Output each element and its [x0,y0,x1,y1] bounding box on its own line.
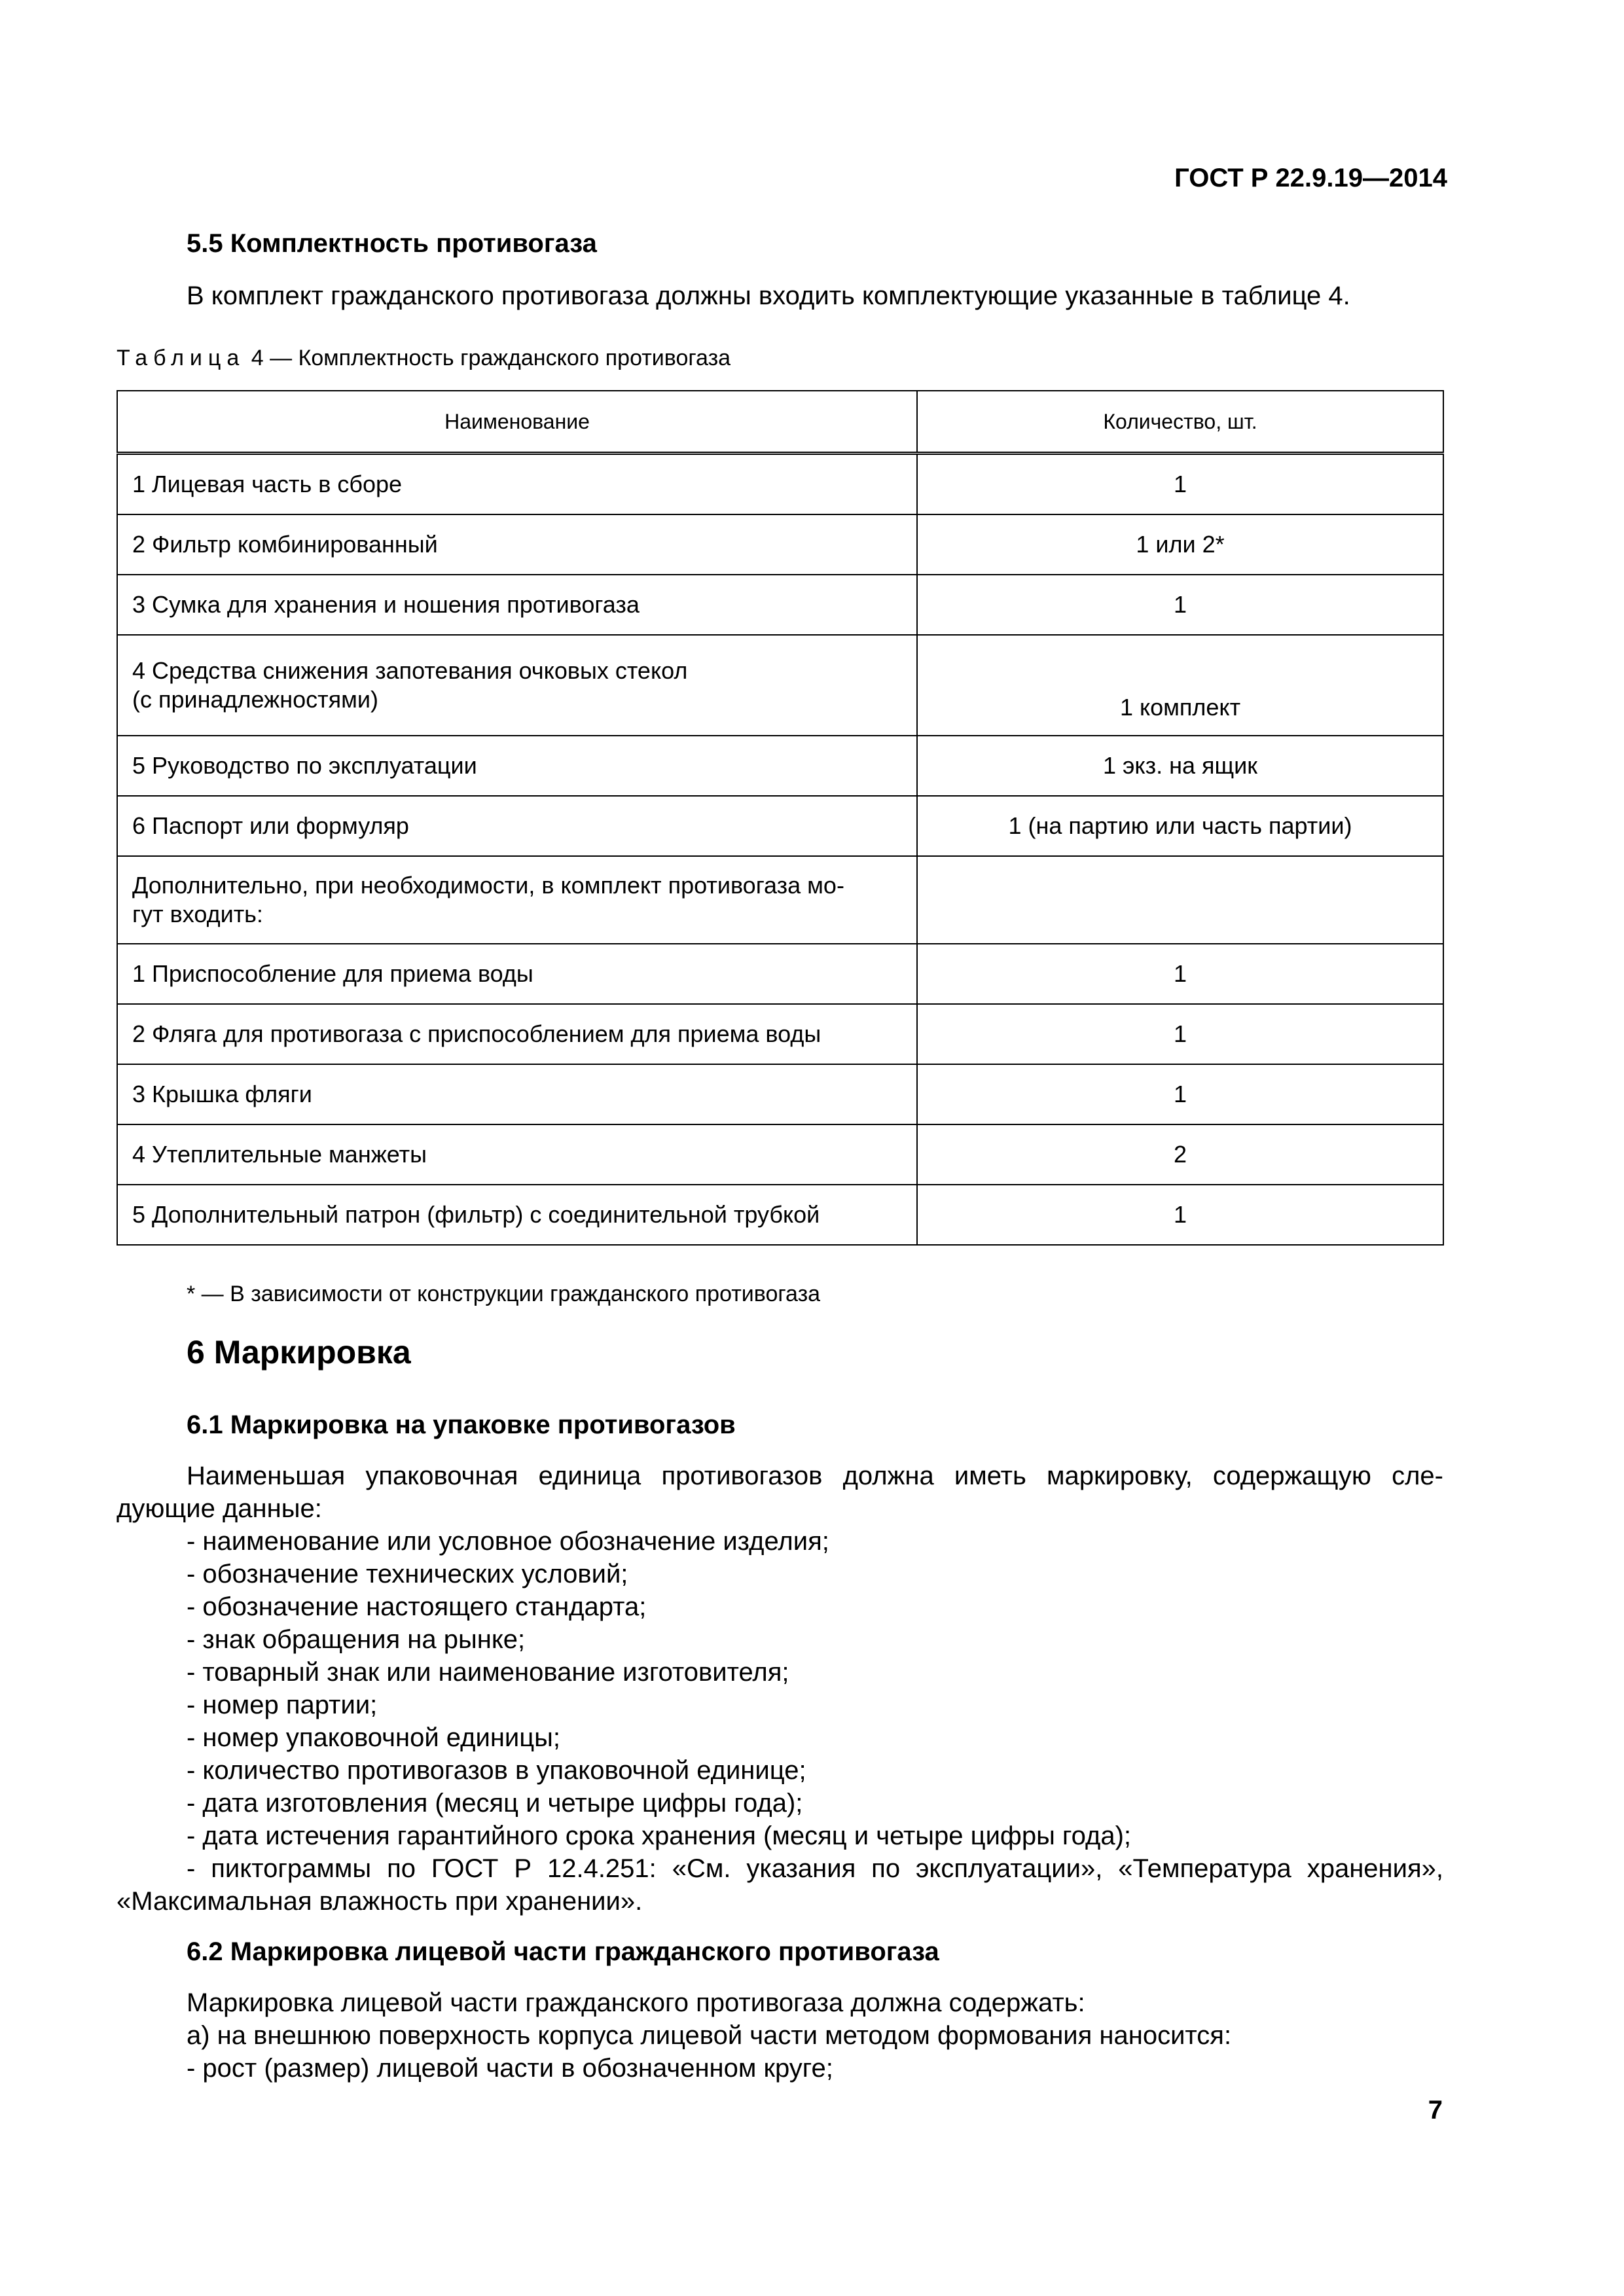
row-name: Дополнительно, при необходимости, в комплект противогаза мо- гут входить: [117,856,917,944]
table-row [117,1124,1443,1185]
list-item: - количество противогазов в упаковочной единице; [187,1756,806,1785]
row-quantity: 1 [917,1004,1443,1064]
table-row [117,635,1443,736]
row-name: 5 Руководство по эксплуатации [117,736,917,796]
row-quantity: 1 комплект [917,635,1443,736]
table-row [117,736,1443,796]
section-6-1-title: 6.1 Маркировка на упаковке противогазов [187,1410,736,1439]
section-6-2-line1: Маркировка лицевой части гражданского противогаза должна содержать: [187,1988,1085,2017]
table-row [117,1185,1443,1245]
list-item: - наименование или условное обозначение изделия; [187,1527,829,1556]
chapter-6-title: 6 Маркировка [187,1334,411,1371]
list-item: - номер партии; [187,1691,378,1719]
page-number: 7 [1428,2096,1443,2125]
table-row [117,575,1443,635]
list-item: - знак обращения на рынке; [187,1625,526,1654]
row-quantity: 1 [917,454,1443,515]
row-quantity: 1 [917,944,1443,1004]
table-caption-label: Таблица [117,346,245,370]
row-name: 1 Приспособление для приема воды [117,944,917,1004]
row-quantity [917,856,1443,944]
row-quantity: 1 [917,1064,1443,1124]
row-name: 4 Средства снижения запотевания очковых стекол (с принадлежностями) [117,635,917,736]
row-name: 4 Утеплительные манжеты [117,1124,917,1185]
document-code: ГОСТ Р 22.9.19—2014 [1174,164,1447,192]
section-6-2-title: 6.2 Маркировка лицевой части гражданского противогаза [187,1937,939,1966]
table-caption-number: 4 [251,346,264,370]
row-quantity: 1 или 2* [917,514,1443,575]
table-row [117,514,1443,575]
section-5-5-title: 5.5 Комплектность противогаза [187,229,597,258]
section-6-2-line3: - рост (размер) лицевой части в обозначенном круге; [187,2054,833,2083]
table-row [117,1004,1443,1064]
section-5-5-intro: В комплект гражданского противогаза должны входить комплектующие указанные в таблице 4. [187,281,1350,310]
pictogram-line2: «Максимальная влажность при хранении». [117,1887,643,1916]
table-footnote: * — В зависимости от конструкции гражданского противогаза [187,1282,821,1306]
list-item: - дата истечения гарантийного срока хранения (месяц и четыре цифры года); [187,1821,1132,1850]
list-item: - обозначение настоящего стандарта; [187,1592,647,1621]
section-6-1-intro-line2: дующие данные: [117,1494,322,1523]
table-row [117,454,1443,515]
row-name: 2 Фильтр комбинированный [117,514,917,575]
completeness-table [117,390,1444,1246]
table-row [117,796,1443,856]
row-name: 1 Лицевая часть в сборе [117,454,917,515]
list-item: - номер упаковочной единицы; [187,1723,561,1752]
section-6-2-line2: а) на внешнюю поверхность корпуса лицевой части методом формования наносится: [187,2021,1232,2050]
row-quantity: 1 [917,1185,1443,1245]
list-item: - дата изготовления (месяц и четыре цифры года); [187,1789,803,1818]
row-name: 3 Сумка для хранения и ношения противогаза [117,575,917,635]
row-quantity: 1 экз. на ящик [917,736,1443,796]
table-caption [117,346,731,371]
row-name: 5 Дополнительный патрон (фильтр) с соединительной трубкой [117,1185,917,1245]
row-name: 6 Паспорт или формуляр [117,796,917,856]
section-6-1-intro-line1: Наименьшая упаковочная единица противогазов должна иметь маркировку, содержащую сле- [187,1462,1443,1490]
row-name: 3 Крышка фляги [117,1064,917,1124]
row-quantity: 2 [917,1124,1443,1185]
table-row [117,856,1443,944]
row-name: 2 Фляга для противогаза с приспособлением для приема воды [117,1004,917,1064]
row-quantity: 1 (на партию или часть партии) [917,796,1443,856]
table-row [117,944,1443,1004]
pictogram-line1: - пиктограммы по ГОСТ Р 12.4.251: «См. указания по эксплуатации», «Температура хранения», [187,1854,1443,1883]
row-quantity: 1 [917,575,1443,635]
table-header-name: Наименование [117,391,917,454]
list-item: - обозначение технических условий; [187,1560,628,1588]
table-header-quantity: Количество, шт. [917,391,1443,454]
list-item: - товарный знак или наименование изготовителя; [187,1658,789,1687]
table-row [117,1064,1443,1124]
table-caption-text: — Комплектность гражданского противогаза [270,346,731,370]
